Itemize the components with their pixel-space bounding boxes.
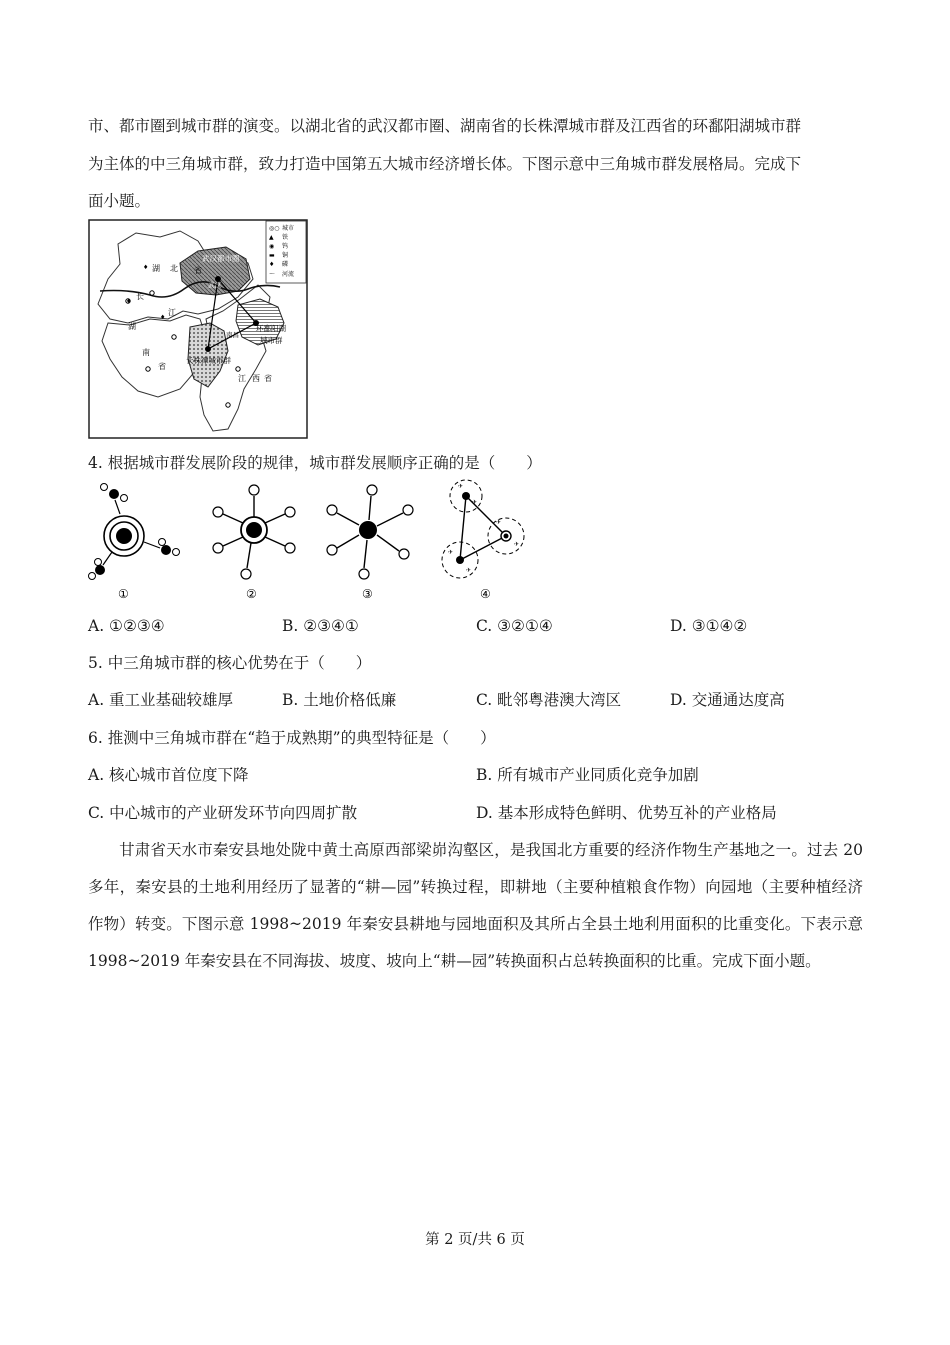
- svg-text:✈: ✈: [458, 483, 464, 490]
- svg-text:◉: ◉: [269, 243, 275, 250]
- q6-stem: 6. 推测中三角城市群在“趋于成熟期”的典型特征是（ ）: [88, 729, 496, 747]
- diagram-label-4: ④: [480, 587, 491, 601]
- passage: [88, 832, 863, 980]
- label-jiangxi-1: 江: [238, 374, 246, 383]
- label-hunan-3: 省: [158, 362, 166, 371]
- legend-phosphorus: 磷: [282, 261, 289, 268]
- label-jiangxi-2: 西: [252, 374, 260, 383]
- diagram-label-1: ①: [118, 587, 129, 601]
- legend-city: 城市: [282, 225, 295, 232]
- label-changzhutan: 长株潭城市群: [186, 356, 231, 365]
- diagram-label-3: ③: [362, 587, 373, 601]
- q5-option-d: D. 交通通达度高: [670, 691, 785, 709]
- svg-text:▬: ▬: [269, 252, 275, 259]
- q5-option-b: B. 土地价格低廉: [282, 691, 397, 709]
- diagram-stage-1: [78, 478, 188, 608]
- page-footer: 第 2 页/共 6 页: [425, 1232, 525, 1248]
- label-wuhan-area: 武汉都市圈: [202, 254, 240, 263]
- label-hubei-2: 北: [170, 264, 178, 273]
- label-hubei-1: 湖: [152, 264, 160, 273]
- label-wuhan: 武汉: [208, 281, 221, 289]
- svg-text:✈: ✈: [472, 499, 478, 506]
- q5-option-a: A. 重工业基础较雄厚: [88, 691, 234, 709]
- label-jiangxi-3: 省: [264, 374, 272, 383]
- q4-option-a: A. ①②③④: [88, 617, 165, 635]
- q6-option-a: A. 核心城市首位度下降: [88, 766, 249, 784]
- label-hunan-1: 湖: [128, 322, 136, 331]
- passage-text: 甘肃省天水市秦安县地处陇中黄土高原西部梁峁沟壑区，是我国北方重要的经济作物生产基地之一。过去 20 多年，秦安县的土地利用经历了显著的“耕—园”转换过程，即耕地（主要种植粮食作物）向园地（主要种植经济作物）转变。下图示意 1998~2019 年秦安县耕地与园地面积及其所占全县土地利用面积的比重变化。下表示意 1998~2019 年秦安县在不同海拔、坡度、坡向上“耕—园”转换面积占总转换面积的比重。完成下面小题。: [88, 841, 863, 970]
- q4-stem: 4. 根据城市群发展阶段的规律，城市群发展顺序正确的是（ ）: [88, 454, 542, 472]
- intro-line-2: 为主体的中三角城市群，致力打造中国第五大城市经济增长体。下图示意中三角城市群发展格局。完成下: [88, 155, 802, 173]
- q5-option-c: C. 毗邻粤港澳大湾区: [476, 691, 622, 709]
- legend-river: 河流: [282, 271, 295, 278]
- label-chang: 长: [136, 292, 144, 301]
- q4-option-b: B. ②③④①: [282, 617, 359, 635]
- svg-text:✈: ✈: [466, 567, 472, 574]
- q6-option-c: C. 中心城市的产业研发环节向四周扩散: [88, 804, 358, 822]
- q5-stem: 5. 中三角城市群的核心优势在于（ ）: [88, 654, 372, 672]
- svg-text:♦: ♦: [269, 261, 275, 268]
- q6-option-b: B. 所有城市产业同质化竞争加剧: [476, 766, 699, 784]
- legend-copper: 铜: [282, 252, 289, 259]
- legend-iron: 铁: [282, 234, 289, 241]
- q4-option-c: C. ③②①④: [476, 617, 553, 635]
- svg-text:✈: ✈: [496, 519, 502, 526]
- label-jiang: 江: [168, 308, 176, 317]
- svg-text:♦: ♦: [160, 314, 166, 321]
- svg-text:✈: ✈: [448, 549, 454, 556]
- diagram-label-2: ②: [246, 587, 257, 601]
- diagram-stage-4: [436, 478, 546, 608]
- q4-option-d: D. ③①④②: [670, 617, 748, 635]
- svg-text:〜: 〜: [269, 271, 276, 278]
- label-poyang-2: 城市群: [260, 336, 283, 345]
- q6-option-d: D. 基本形成特色鲜明、优势互补的产业格局: [476, 804, 777, 822]
- diagram-stage-3: [316, 478, 426, 608]
- label-hunan-2: 南: [142, 348, 150, 357]
- svg-text:◎○: ◎○: [269, 225, 280, 232]
- label-hubei-3: 省: [194, 266, 202, 275]
- svg-text:♦: ♦: [143, 264, 149, 271]
- svg-text:✈: ✈: [514, 541, 520, 548]
- label-nanchang: 南昌: [226, 331, 239, 339]
- label-poyang-1: 环鄱阳湖: [256, 324, 286, 333]
- svg-text:♦: ♦: [126, 298, 132, 305]
- legend-tungsten: 钨: [282, 243, 289, 250]
- triangle-city-cluster-map: [88, 219, 308, 439]
- svg-text:▲: ▲: [269, 234, 274, 241]
- intro-line-1: 市、都市圈到城市群的演变。以湖北省的武汉都市圈、湖南省的长株潭城市群及江西省的环鄱阳湖城市群: [88, 117, 802, 135]
- intro-line-3: 面小题。: [88, 192, 151, 210]
- diagram-stage-2: [198, 478, 308, 608]
